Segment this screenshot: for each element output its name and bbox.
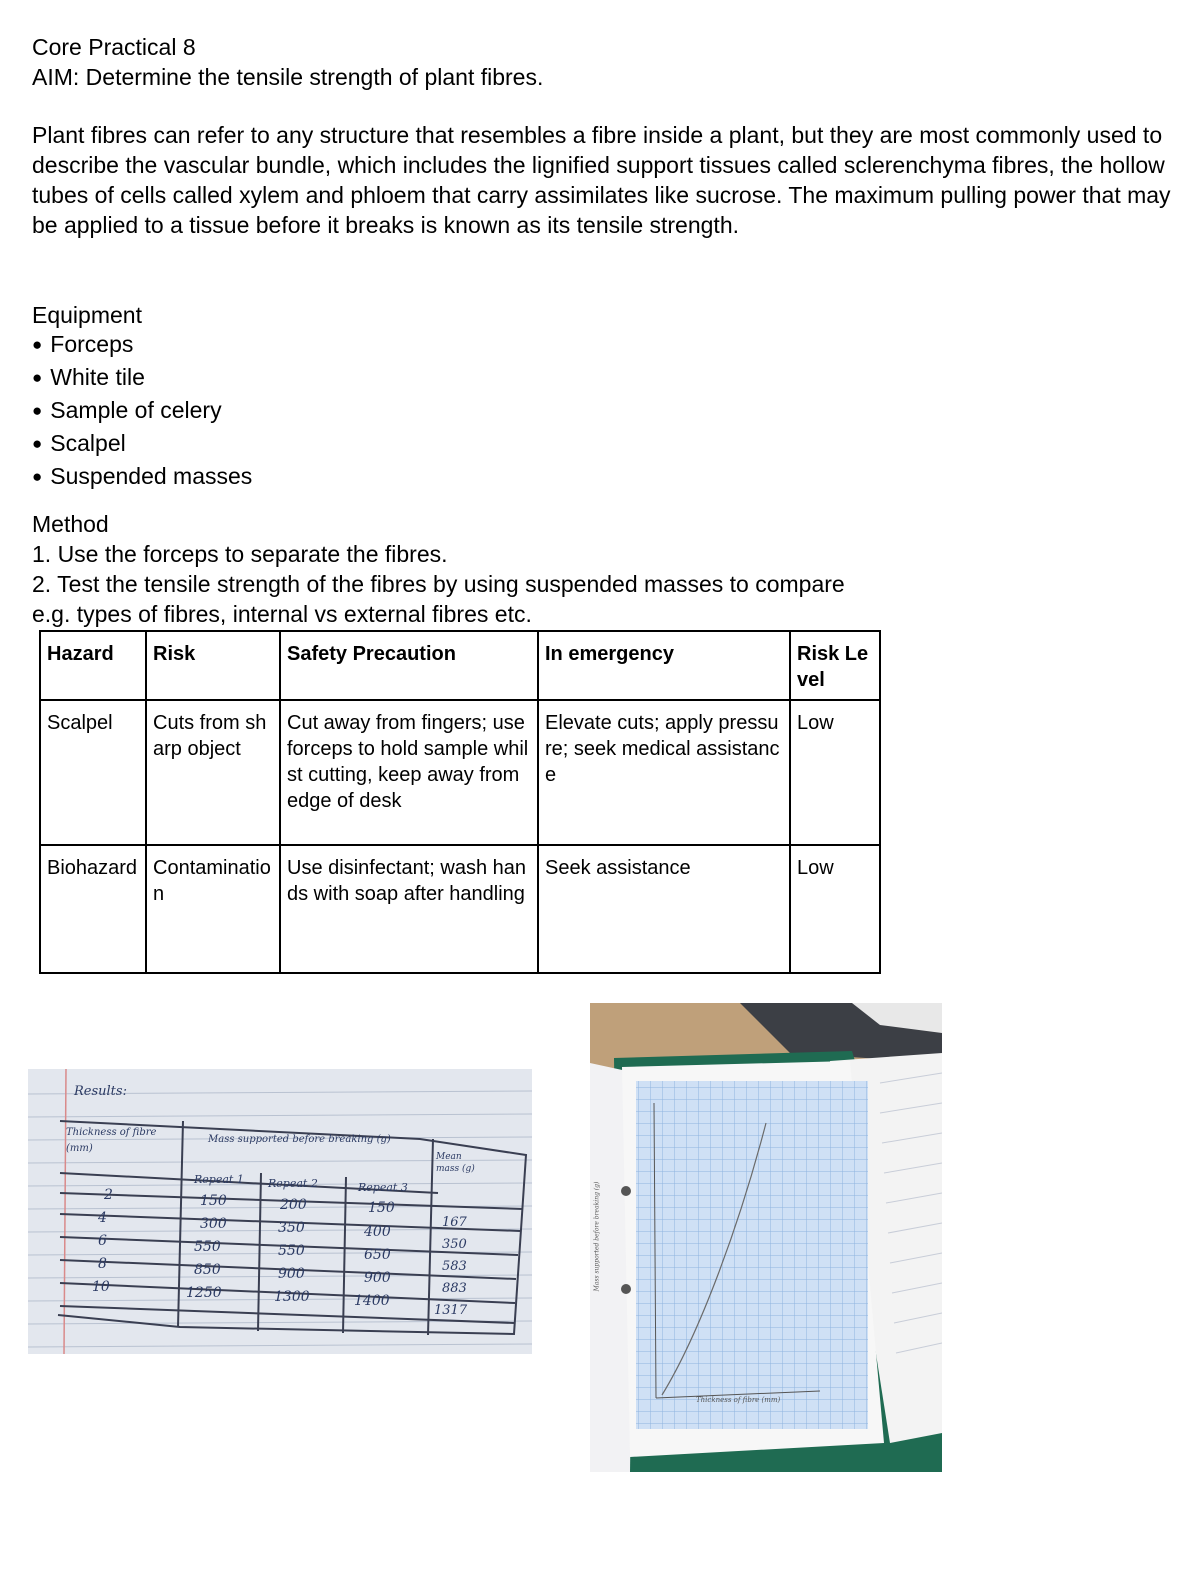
table-cell: Cuts from sharp object <box>146 700 280 845</box>
results-cell: 583 <box>442 1259 467 1274</box>
results-cell: 550 <box>194 1239 221 1255</box>
table-cell: Seek assistance <box>538 845 790 973</box>
table-cell: Low <box>790 845 880 973</box>
equipment-item: ● Forceps <box>32 329 252 362</box>
graph-photo <box>590 1003 942 1472</box>
table-cell: Contamination <box>146 845 280 973</box>
results-cell: 350 <box>278 1220 305 1236</box>
equipment-item: ● Scalpel <box>32 428 252 461</box>
results-cell: 850 <box>194 1262 221 1278</box>
results-cell: 550 <box>278 1243 305 1259</box>
results-cell: 1250 <box>186 1285 222 1301</box>
results-cell: 150 <box>368 1200 395 1216</box>
results-cell: 150 <box>200 1193 227 1209</box>
results-cell: 300 <box>200 1216 227 1232</box>
results-cell: 2 <box>104 1187 113 1203</box>
header-hazard: Hazard <box>40 631 146 700</box>
equipment-heading: Equipment <box>32 302 142 328</box>
table-cell: Use disinfectant; wash hands with soap after handling <box>280 845 538 973</box>
intro-paragraph: Plant fibres can refer to any structure that resembles a fibre inside a plant, but they are most commonly used to describe the vascular bundle, which includes the lignified support tissues called sclerenchyma fibres, the hollow tubes of cells called xylem and phloem that carry assimilates like sucrose. The maximum pulling power that may be applied to a tissue before it breaks is known as its tensile strength. <box>32 122 1171 238</box>
header-safety-precaution: Safety Precaution <box>280 631 538 700</box>
table-cell: Cut away from fingers; use forceps to hold sample whilst cutting, keep away from edge of desk <box>280 700 538 845</box>
results-cell: 650 <box>364 1247 391 1263</box>
method-step: 2. Test the tensile strength of the fibres by using suspended masses to compare <box>32 571 845 597</box>
header-in-emergency: In emergency <box>538 631 790 700</box>
table-row <box>40 700 880 845</box>
table-cell: Scalpel <box>40 700 146 845</box>
method-heading: Method <box>32 511 109 537</box>
results-cell: 6 <box>98 1233 107 1249</box>
results-heading: Results: <box>74 1084 127 1099</box>
table-cell: Low <box>790 700 880 845</box>
equipment-item: ● Sample of celery <box>32 395 252 428</box>
results-cell: 400 <box>364 1224 391 1240</box>
method-step: 1. Use the forceps to separate the fibres. <box>32 541 448 567</box>
risk-assessment-table <box>39 630 881 974</box>
repeat-label: Repeat 1 <box>194 1173 244 1186</box>
results-cell: 883 <box>442 1281 467 1296</box>
results-cell: 8 <box>98 1256 107 1272</box>
results-cell: 4 <box>98 1210 107 1226</box>
results-cell: 1300 <box>274 1289 310 1305</box>
results-cell: 900 <box>364 1270 391 1286</box>
graph-y-axis-label: Mass supported before breaking (g) <box>593 1181 601 1292</box>
aim-line: AIM: Determine the tensile strength of plant fibres. <box>32 64 544 90</box>
page-title: Core Practical 8 <box>32 34 196 60</box>
results-cell: 10 <box>92 1279 110 1295</box>
table-cell: Elevate cuts; apply pressure; seek medical assistance <box>538 700 790 845</box>
table-header-row <box>40 631 880 700</box>
results-cell: 1317 <box>434 1303 468 1318</box>
repeat-label: Repeat 3 <box>358 1181 408 1194</box>
mean-column-label: Mean mass (g) <box>436 1152 475 1174</box>
results-cell: 900 <box>278 1266 305 1282</box>
table-row <box>40 845 880 973</box>
thickness-column-label: Thickness of fibre (mm) <box>66 1127 157 1154</box>
equipment-item: ● White tile <box>32 362 252 395</box>
method-step: e.g. types of fibres, internal vs external fibres etc. <box>32 601 532 627</box>
mass-column-label: Mass supported before breaking (g) <box>208 1134 391 1145</box>
graph-x-axis-label: Thickness of fibre (mm) <box>696 1396 781 1404</box>
table-cell: Biohazard <box>40 845 146 973</box>
header-risk-level: Risk Level <box>790 631 880 700</box>
equipment-item: ● Suspended masses <box>32 461 252 494</box>
results-cell: 167 <box>442 1215 467 1230</box>
header-risk: Risk <box>146 631 280 700</box>
results-table-photo <box>28 1069 532 1354</box>
results-cell: 200 <box>280 1197 307 1213</box>
results-cell: 350 <box>442 1237 467 1252</box>
equipment-list <box>32 329 252 494</box>
repeat-label: Repeat 2 <box>268 1177 318 1190</box>
results-cell: 1400 <box>354 1293 390 1309</box>
